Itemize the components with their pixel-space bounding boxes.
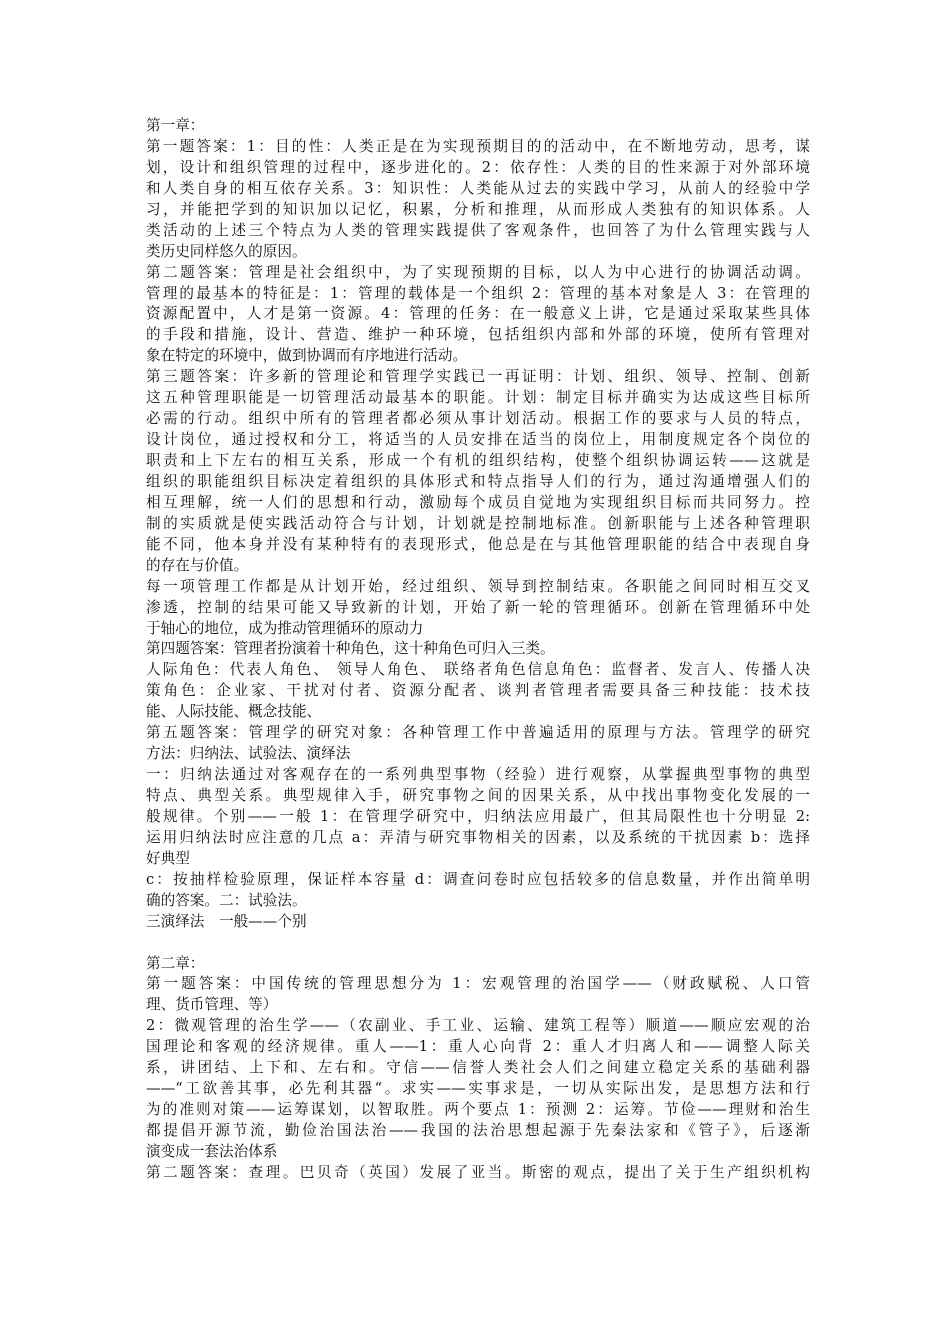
text-line: 管理的最基本的特征是：1：管理的载体是一个组织 2：管理的基本对象是人 3：在管理的 — [146, 284, 810, 302]
text-line: 组织的职能组织目标决定着组织的具体形式和特点指导人们的行为，通过沟通增强人们的 — [146, 472, 810, 490]
document-page — [146, 116, 810, 1184]
text-line: 策角色：企业家、干扰对付者、资源分配者、谈判者管理者需要具备三种技能：技术技 — [146, 682, 810, 700]
text-line: 每一项管理工作都是从计划开始，经过组织、领导到控制结束。各职能之间同时相互交叉 — [146, 577, 810, 595]
text-line: 特点、典型关系。典型规律入手，研究事物之间的因果关系，从中找出事物变化发展的一 — [146, 787, 810, 804]
text-line: 第三题答案：许多新的管理论和管理学实践已一再证明：计划、组织、领导、控制、创新 — [146, 368, 810, 386]
text-line: 第一题答案：1：目的性：人类正是在为实现预期目的的活动中，在不断地劳动，思考，谋 — [146, 137, 810, 155]
text-line: c：按抽样检验原理，保证样本容量 d：调查问卷时应包括较多的信息数量，并作出简单明 — [146, 870, 810, 888]
text-line: 第四题答案：管理者扮演着十种角色，这十种角色可归入三类。 — [146, 640, 555, 658]
text-line: 系，讲团结、上下和、左右和。守信——信誉人类社会人们之间建立稳定关系的基础利器 — [146, 1059, 810, 1077]
text-line: 第二题答案：管理是社会组织中，为了实现预期的目标，以人为中心进行的协调活动调。 — [146, 263, 810, 281]
text-line: 和人类自身的相互依存关系。3：知识性：人类能从过去的实践中学习，从前人的经验中学 — [146, 179, 810, 197]
text-line: 设计岗位，通过授权和分工，将适当的人员安排在适当的岗位上，用制度规定各个岗位的 — [146, 431, 810, 449]
text-line: 理、货币管理、等） — [146, 996, 278, 1014]
text-line: 于轴心的地位，成为推动管理循环的原动力 — [146, 619, 424, 637]
text-line: 人际角色：代表人角色、 领导人角色、 联络者角色信息角色：监督者、发言人、传播人决 — [146, 661, 810, 679]
text-line: 确的答案。二：试验法。 — [146, 891, 307, 909]
text-line: 制的实质就是使实践活动符合与计划，计划就是控制地标准。创新职能与上述各种管理职 — [146, 514, 810, 532]
text-line: 类活动的上述三个特点为人类的管理实践提供了客观条件，也回答了为什么管理实践与人 — [146, 221, 810, 239]
text-line: 运用归纳法时应注意的几点 a：弄清与研究事物相关的因素，以及系统的干扰因素 b：选择 — [146, 828, 810, 846]
text-line: 一：归纳法通过对客观存在的一系列典型事物（经验）进行观察，从掌握典型事物的典型 — [146, 766, 810, 784]
text-line: 职责和上下左右的相互关系，形成一个有机的组织结构，使整个组织协调运转——这就是 — [146, 452, 810, 469]
text-line: 相互理解，统一人们的思想和行动，激励每个成员自觉地为实现组织目标而共同努力。控 — [146, 493, 810, 511]
text-line: 2：微观管理的治生学——（农副业、手工业、运输、建筑工程等）顺道——顺应宏观的治 — [146, 1017, 810, 1035]
text-line: 好典型 — [146, 849, 190, 867]
text-line: 能、人际技能、概念技能、 — [146, 703, 322, 721]
text-line: 象在特定的环境中，做到协调而有序地进行活动。 — [146, 347, 468, 365]
text-line: 渗透，控制的结果可能又导致新的计划，开始了新一轮的管理循环。创新在管理循环中处 — [146, 598, 810, 616]
text-line: 第二题答案：查理。巴贝奇（英国）发展了亚当。斯密的观点，提出了关于生产组织机构 — [146, 1163, 810, 1181]
text-line: 国理论和客观的经济规律。重人——1：重人心向背 2：重人才归离人和——调整人际关 — [146, 1038, 810, 1056]
text-line: 般规律。个别——一般 1：在管理学研究中，归纳法应用最广，但其局限性也十分明显 2: — [146, 807, 810, 825]
text-line: 划，设计和组织管理的过程中，逐步进化的。2：依存性：人类的目的性来源于对外部环境 — [146, 158, 810, 176]
text-line: 都提倡开源节流，勤俭治国法治——我国的法治思想起源于先秦法家和《管子》，后逐渐 — [146, 1122, 810, 1139]
text-line: 方法：归纳法、试验法、演绎法 — [146, 745, 351, 763]
text-line: 三演绎法 一般——个别 — [146, 912, 307, 930]
text-line: ——“工欲善其事，必先利其器“。求实——实事求是，一切从实际出发，是思想方法和行 — [146, 1080, 810, 1098]
text-line: 类历史同样悠久的原因。 — [146, 242, 307, 260]
text-line: 这五种管理职能是一切管理活动最基本的职能。计划：制定目标并确实为达成这些目标所 — [146, 389, 810, 407]
text-line: 第一题答案：中国传统的管理思想分为 1：宏观管理的治国学——（财政赋税、人口管 — [146, 975, 810, 993]
text-line: 第二章： — [146, 954, 205, 972]
text-line: 第一章： — [146, 117, 205, 134]
text-line: 能不同，他本身并没有某种特有的表现形式，他总是在与其他管理职能的结合中表现自身 — [146, 535, 810, 553]
text-line: 必需的行动。组织中所有的管理者都必须从事计划活动。根据工作的要求与人员的特点， — [146, 410, 810, 428]
text-line: 为的准则对策——运筹谋划，以智取胜。两个要点 1：预测 2：运筹。节俭——理财和治生 — [146, 1101, 810, 1119]
text-line: 的手段和措施，设计、营造、维护一种环境，包括组织内部和外部的环境，使所有管理对 — [146, 326, 810, 344]
text-line: 的存在与价值。 — [146, 556, 249, 574]
text-line: 演变成一套法治体系 — [146, 1142, 278, 1160]
blank-line — [146, 933, 810, 954]
text-line: 习，并能把学到的知识加以记忆，积累，分析和推理，从而形成人类独有的知识体系。人 — [146, 200, 810, 218]
text-line: 资源配置中，人才是第一资源。4：管理的任务：在一般意义上讲，它是通过采取某些具体 — [146, 305, 810, 323]
text-line: 第五题答案：管理学的研究对象：各种管理工作中普遍适用的原理与方法。管理学的研究 — [146, 724, 810, 742]
